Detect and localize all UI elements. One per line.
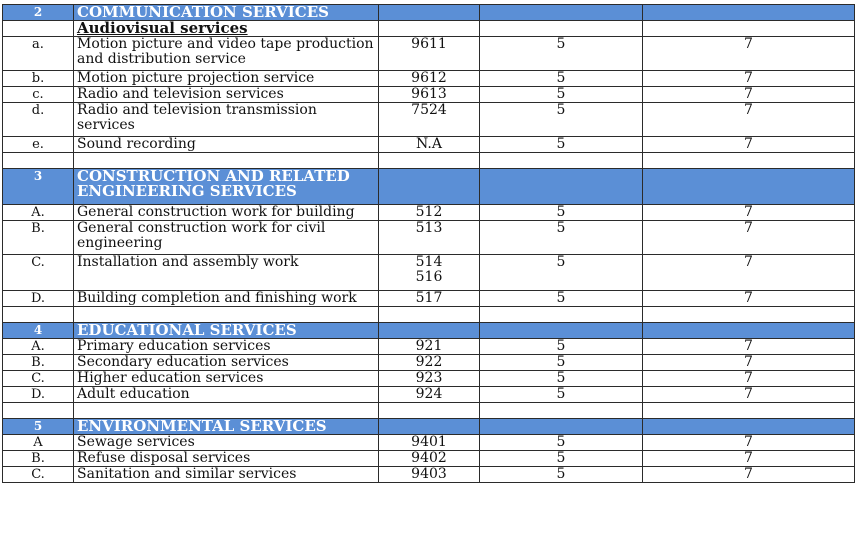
row-value-1: 5 — [480, 71, 643, 87]
row-value-1: 5 — [480, 451, 643, 467]
row-description: Sound recording — [74, 137, 379, 153]
empty-cell — [643, 403, 855, 419]
row-description: Primary education services — [74, 339, 379, 355]
section-title: ENVIRONMENTAL SERVICES — [74, 419, 379, 435]
empty-cell — [3, 307, 74, 323]
header-cell-empty — [643, 419, 855, 435]
table-row — [3, 71, 855, 87]
table-row — [3, 355, 855, 371]
table-row — [3, 451, 855, 467]
row-id: b. — [3, 71, 74, 87]
row-value-2: 7 — [643, 103, 855, 137]
row-code: 924 — [379, 387, 480, 403]
row-code: 513 — [379, 221, 480, 255]
row-description: Motion picture projection service — [74, 71, 379, 87]
spacer-row — [3, 307, 855, 323]
row-code: N.A — [379, 137, 480, 153]
subheading: Audiovisual services — [74, 21, 379, 37]
row-description: Building completion and finishing work — [74, 291, 379, 307]
row-description: General construction work for building — [74, 205, 379, 221]
row-value-1: 5 — [480, 339, 643, 355]
row-id: B. — [3, 355, 74, 371]
header-cell-empty — [643, 5, 855, 21]
empty-cell — [480, 153, 643, 169]
row-value-2: 7 — [643, 37, 855, 71]
row-value-1: 5 — [480, 467, 643, 483]
table-row — [3, 221, 855, 255]
empty-cell — [480, 21, 643, 37]
row-id: C. — [3, 467, 74, 483]
table-row — [3, 137, 855, 153]
row-value-1: 5 — [480, 355, 643, 371]
empty-cell — [643, 307, 855, 323]
table-row — [3, 387, 855, 403]
row-value-1: 5 — [480, 435, 643, 451]
row-value-2: 7 — [643, 71, 855, 87]
row-value-2: 7 — [643, 291, 855, 307]
row-id: A — [3, 435, 74, 451]
section-title: CONSTRUCTION AND RELATED ENGINEERING SERVICES — [74, 169, 379, 205]
row-value-2: 7 — [643, 87, 855, 103]
section-header-row — [3, 323, 855, 339]
row-code: 9611 — [379, 37, 480, 71]
empty-cell — [379, 153, 480, 169]
row-description: Radio and television transmission services — [74, 103, 379, 137]
empty-cell — [379, 403, 480, 419]
row-code: 512 — [379, 205, 480, 221]
section-number: 4 — [3, 323, 74, 339]
row-id: A. — [3, 205, 74, 221]
row-id: a. — [3, 37, 74, 71]
header-cell-empty — [480, 323, 643, 339]
row-id: A. — [3, 339, 74, 355]
row-code: 7524 — [379, 103, 480, 137]
empty-cell — [3, 153, 74, 169]
section-title: COMMUNICATION SERVICES — [74, 5, 379, 21]
services-table — [2, 4, 855, 483]
header-cell-empty — [379, 5, 480, 21]
table-row — [3, 339, 855, 355]
section-number: 5 — [3, 419, 74, 435]
row-value-2: 7 — [643, 435, 855, 451]
row-code: 9403 — [379, 467, 480, 483]
row-id: D. — [3, 291, 74, 307]
row-value-1: 5 — [480, 37, 643, 71]
row-value-1: 5 — [480, 103, 643, 137]
row-value-2: 7 — [643, 451, 855, 467]
table-row — [3, 435, 855, 451]
row-description: Refuse disposal services — [74, 451, 379, 467]
row-description: Higher education services — [74, 371, 379, 387]
row-code: 514 — [415, 254, 443, 270]
section-header-row — [3, 5, 855, 21]
row-description: Secondary education services — [74, 355, 379, 371]
header-cell-empty — [379, 323, 480, 339]
row-code: 9612 — [379, 71, 480, 87]
row-id: d. — [3, 103, 74, 137]
header-cell-empty — [379, 419, 480, 435]
row-description: Motion picture and video tape production and distribution service — [74, 37, 379, 71]
table-row — [3, 291, 855, 307]
table-row — [3, 205, 855, 221]
row-code: 921 — [379, 339, 480, 355]
row-value-2: 7 — [643, 387, 855, 403]
row-code: 922 — [379, 355, 480, 371]
empty-cell — [643, 21, 855, 37]
row-description: Radio and television services — [74, 87, 379, 103]
row-id: C. — [3, 255, 74, 291]
empty-cell — [480, 307, 643, 323]
row-value-2: 7 — [643, 221, 855, 255]
row-id: C. — [3, 371, 74, 387]
row-code: 9402 — [379, 451, 480, 467]
header-cell-empty — [643, 169, 855, 205]
empty-cell — [379, 307, 480, 323]
row-value-2: 7 — [643, 205, 855, 221]
section-title: EDUCATIONAL SERVICES — [74, 323, 379, 339]
row-code: 923 — [379, 371, 480, 387]
empty-cell — [74, 153, 379, 169]
row-value-1: 5 — [480, 205, 643, 221]
header-cell-empty — [480, 419, 643, 435]
row-code: 9401 — [379, 435, 480, 451]
table-row — [3, 37, 855, 71]
header-cell-empty — [379, 169, 480, 205]
row-id: B. — [3, 451, 74, 467]
header-cell-empty — [643, 323, 855, 339]
table-row — [3, 371, 855, 387]
row-description: General construction work for civil engineering — [74, 221, 379, 255]
row-value-2: 7 — [643, 339, 855, 355]
row-value-2: 7 — [643, 371, 855, 387]
row-value-2: 7 — [643, 255, 855, 291]
spacer-row — [3, 153, 855, 169]
header-cell-empty — [480, 5, 643, 21]
row-value-1: 5 — [480, 255, 643, 291]
empty-cell — [379, 21, 480, 37]
row-value-1: 5 — [480, 371, 643, 387]
empty-cell — [3, 21, 74, 37]
section-number: 2 — [3, 5, 74, 21]
row-id: D. — [3, 387, 74, 403]
row-value-1: 5 — [480, 291, 643, 307]
empty-cell — [74, 307, 379, 323]
section-header-row — [3, 169, 855, 205]
row-code-cell — [379, 255, 480, 291]
row-value-1: 5 — [480, 87, 643, 103]
table-row — [3, 103, 855, 137]
row-description: Installation and assembly work — [74, 255, 379, 291]
empty-cell — [74, 403, 379, 419]
header-cell-empty — [480, 169, 643, 205]
row-code: 9613 — [379, 87, 480, 103]
row-value-1: 5 — [480, 137, 643, 153]
row-value-2: 7 — [643, 467, 855, 483]
subheading-row — [3, 21, 855, 37]
row-id: e. — [3, 137, 74, 153]
row-id: B. — [3, 221, 74, 255]
row-description: Sewage services — [74, 435, 379, 451]
table-row — [3, 467, 855, 483]
section-number: 3 — [3, 169, 74, 205]
row-value-2: 7 — [643, 355, 855, 371]
row-value-2: 7 — [643, 137, 855, 153]
row-description: Sanitation and similar services — [74, 467, 379, 483]
empty-cell — [480, 403, 643, 419]
row-code: 517 — [379, 291, 480, 307]
spacer-row — [3, 403, 855, 419]
row-code-secondary: 516 — [415, 269, 443, 285]
row-value-1: 5 — [480, 221, 643, 255]
row-description: Adult education — [74, 387, 379, 403]
table-row — [3, 255, 855, 291]
table-row — [3, 87, 855, 103]
empty-cell — [643, 153, 855, 169]
section-header-row — [3, 419, 855, 435]
row-value-1: 5 — [480, 387, 643, 403]
row-id: c. — [3, 87, 74, 103]
empty-cell — [3, 403, 74, 419]
